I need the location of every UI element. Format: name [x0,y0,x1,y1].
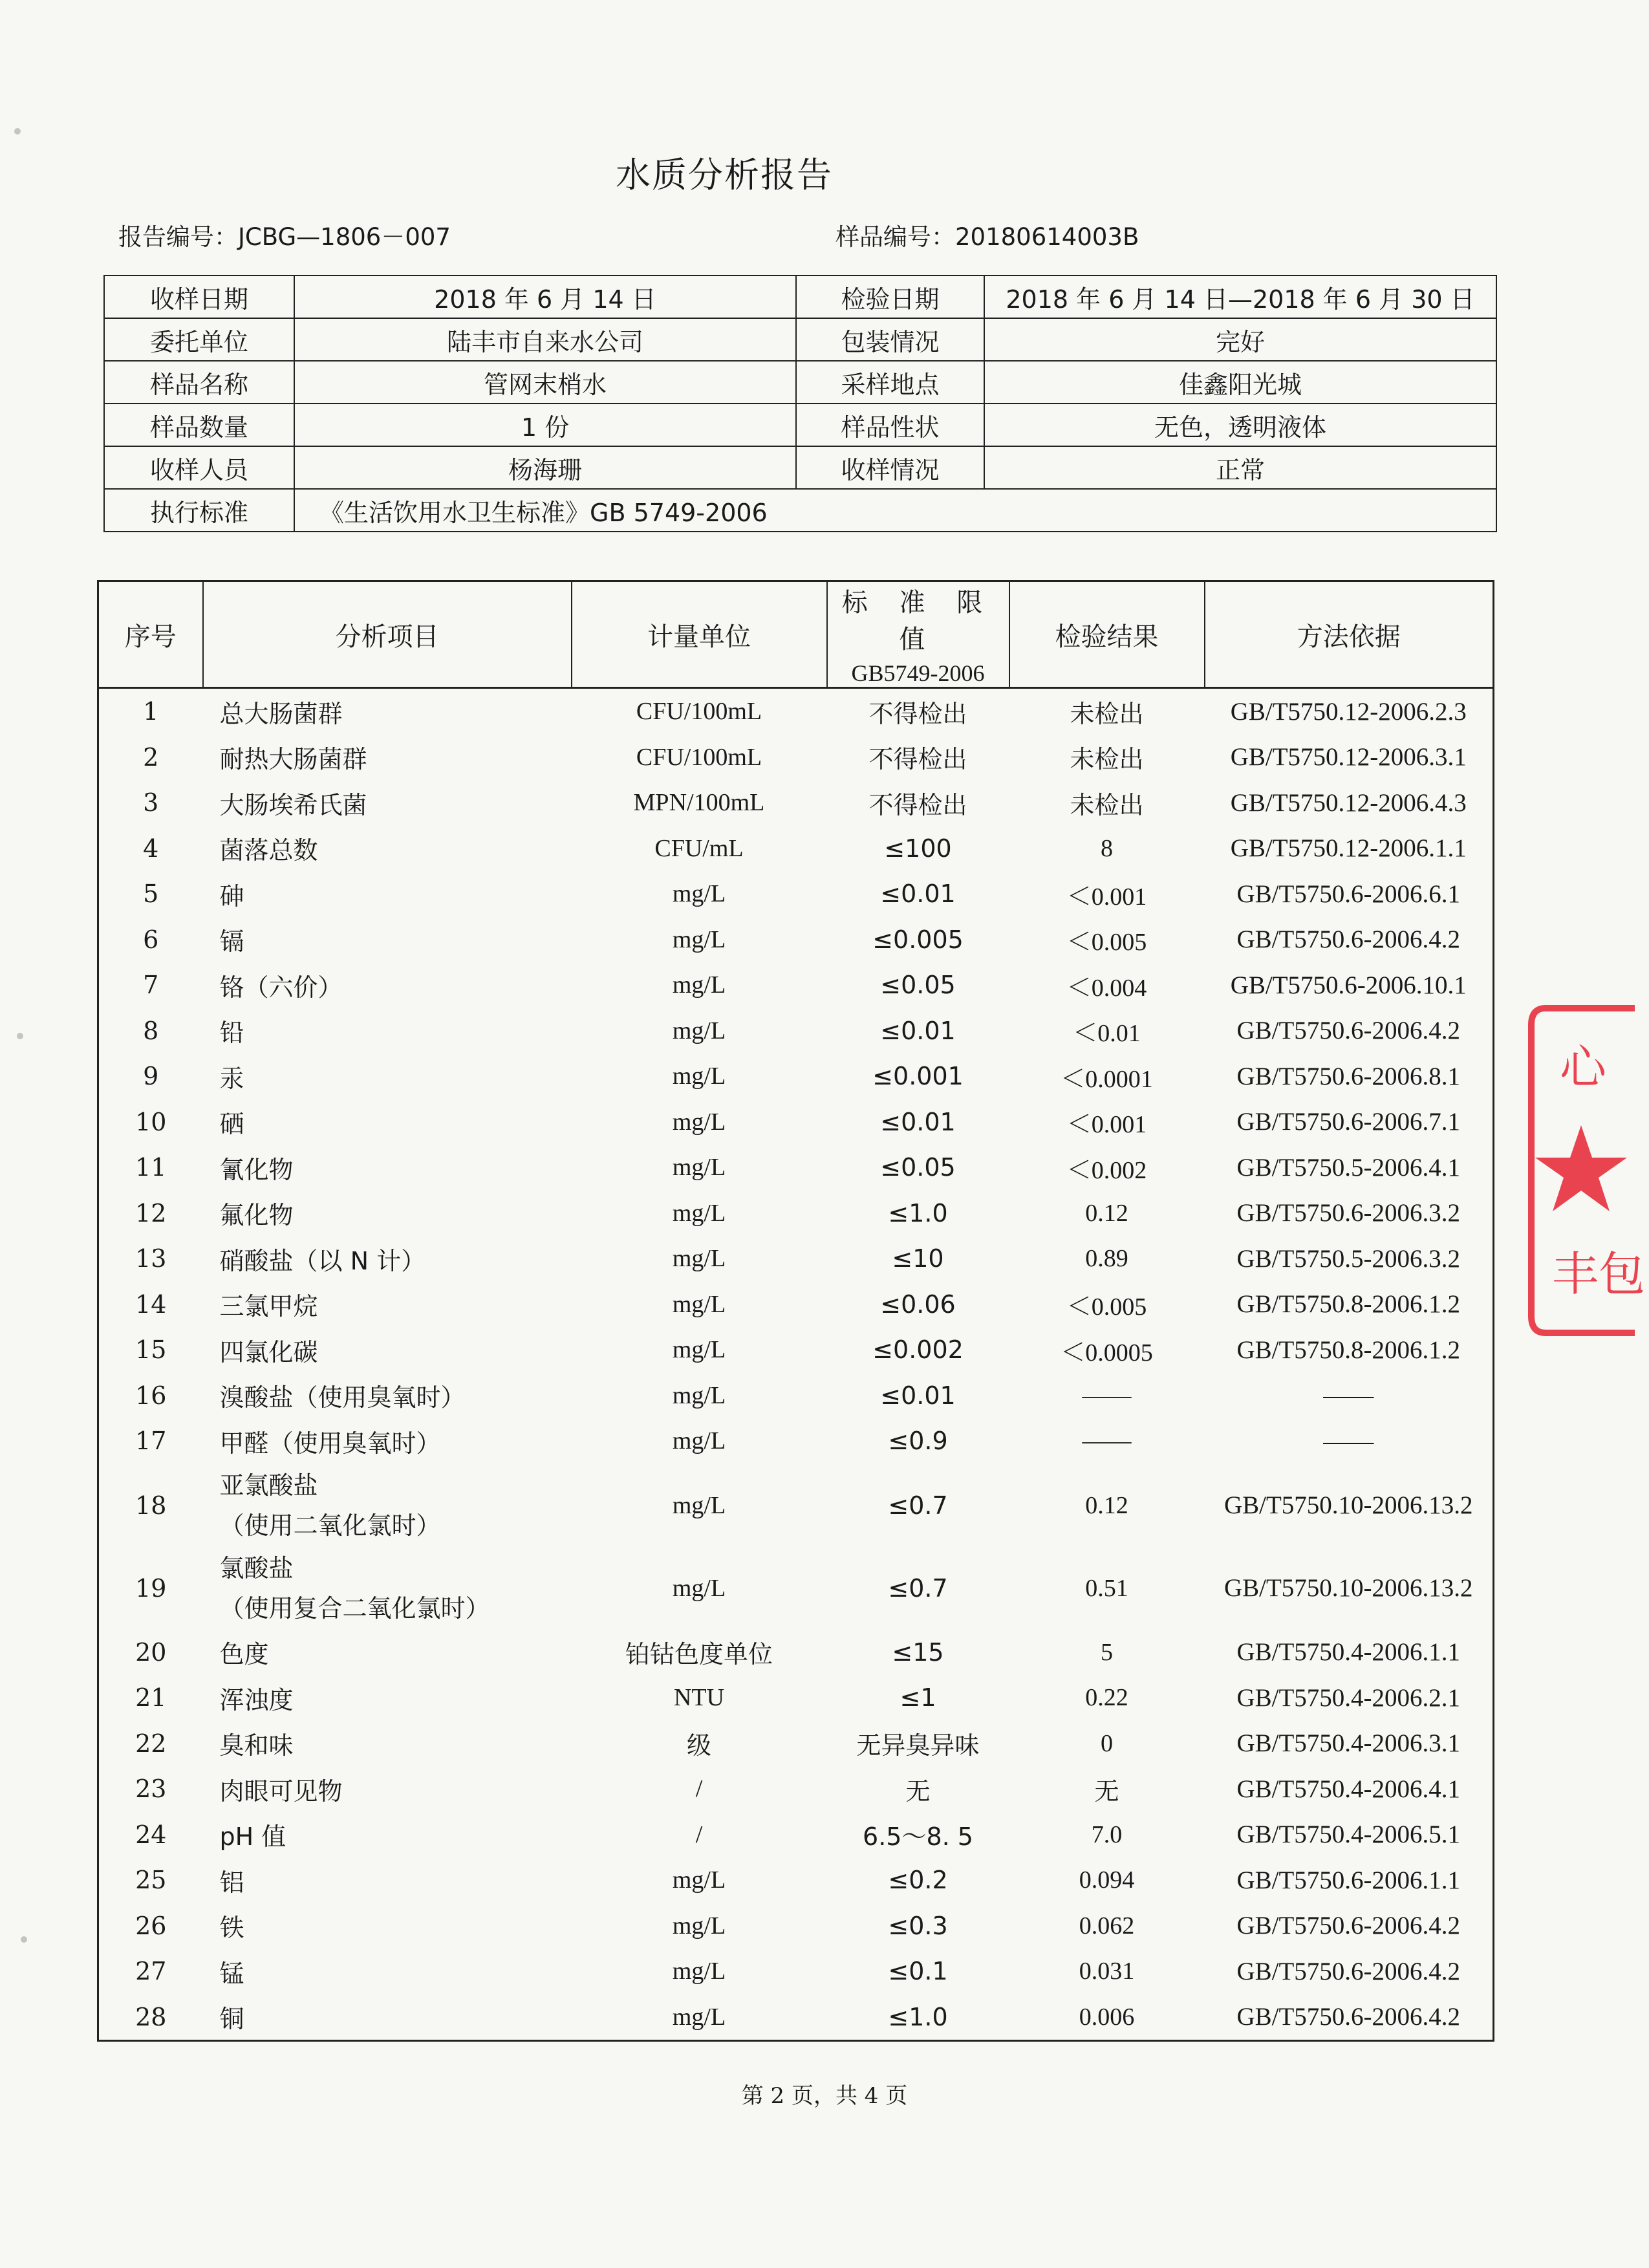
table-row [98,1812,1494,1858]
cell-result: 0.22 [1085,1684,1128,1712]
cell-method: GB/T5750.6-2006.1.1 [1236,1866,1461,1894]
cell-result: 无 [1094,1778,1119,1806]
cell-limit: 无异臭异味 [856,1731,980,1760]
cell-seq: 20 [135,1637,167,1667]
cell-method: GB/T5750.6-2006.7.1 [1236,1108,1461,1136]
cell-unit: 铂钴色度单位 [625,1641,773,1669]
header-method: 方法依据 [1205,581,1494,688]
cell-unit: mg/L [672,1245,726,1273]
cell-limit: ≤0.2 [888,1866,948,1895]
cell-item: 硝酸盐（以 N 计） [219,1246,426,1275]
cell-item-line: 亚氯酸盐 [219,1471,318,1500]
cell-limit: ≤0.002 [872,1335,964,1365]
cell-limit: ≤0.06 [880,1290,956,1319]
header-seq: 序号 [98,581,203,688]
cell-seq: 10 [135,1107,167,1136]
cell-result: 0.031 [1079,1958,1135,1985]
cell-method: GB/T5750.6-2006.4.2 [1236,925,1461,954]
cell-limit: 不得检出 [868,790,967,819]
table-row [98,1721,1494,1767]
cell-seq: 2 [143,742,159,772]
cell-result: ＜0.005 [1066,929,1147,956]
info-value: 佳鑫阳光城 [984,361,1496,404]
cell-seq: 8 [143,1016,159,1045]
report-number: 报告编号：JCBG—1806－007 [118,223,451,251]
cell-result: ＜0.0001 [1061,1065,1153,1093]
cell-unit: 级 [686,1733,711,1760]
seal-char-1: 心 [1560,1040,1607,1094]
info-value: 正常 [984,446,1496,489]
info-label: 样品性状 [796,404,984,446]
cell-unit: mg/L [672,1199,726,1227]
cell-item: 锰 [219,1959,244,1988]
cell-item: 氟化物 [219,1201,294,1230]
sample-number: 样品编号：20180614003B [835,223,1139,251]
header-limit [827,581,1009,688]
cell-seq: 4 [143,834,159,863]
document-title: 水质分析报告 [616,155,833,195]
table-row [98,1630,1494,1676]
table-row [98,917,1494,963]
cell-item: 三氯甲烷 [219,1292,318,1321]
cell-limit: ≤100 [884,834,952,863]
info-value: 杨海珊 [294,446,796,489]
cell-item [203,1464,572,1547]
cell-limit: 无 [905,1777,931,1806]
cell-unit: mg/L [672,1290,726,1318]
cell-item: 铝 [219,1868,244,1897]
cell-item: 砷 [219,881,244,911]
table-row [98,1994,1494,2041]
cell-seq: 3 [143,788,159,817]
cell-result: 0.062 [1079,1912,1135,1939]
table-row [98,1857,1494,1903]
cell-limit: ≤0.01 [880,1381,956,1410]
table-row [98,1766,1494,1812]
cell-result: 0 [1101,1729,1113,1757]
table-row [98,871,1494,917]
cell-item-line: 氯酸盐 [219,1553,294,1582]
cell-seq: 14 [135,1290,167,1319]
cell-method: GB/T5750.6-2006.4.2 [1236,1957,1461,1985]
table-row [98,1949,1494,1994]
cell-seq: 22 [135,1729,167,1758]
cell-unit: mg/L [672,1154,726,1182]
cell-method: GB/T5750.6-2006.3.2 [1236,1199,1461,1227]
cell-item: 铜 [219,2005,244,2034]
cell-seq: 23 [135,1775,167,1804]
cell-method: GB/T5750.6-2006.10.1 [1230,971,1467,999]
info-row [104,318,1496,361]
cell-limit: ≤0.01 [880,880,956,909]
cell-limit: 不得检出 [868,745,967,774]
cell-unit: CFU/mL [654,834,744,862]
info-value: 2018 年 6 月 14 日—2018 年 6 月 30 日 [984,275,1496,318]
cell-unit: CFU/100mL [636,743,762,771]
cell-method: —— [1323,1427,1374,1455]
cell-result: 8 [1101,834,1113,862]
cell-unit: mg/L [672,1336,726,1364]
cell-item: 耐热大肠菌群 [219,745,367,774]
table-row [98,1327,1494,1373]
cell-method: GB/T5750.10-2006.13.2 [1223,1574,1473,1602]
table-row [98,1464,1494,1547]
cell-method: GB/T5750.12-2006.3.1 [1230,743,1467,772]
cell-method: GB/T5750.6-2006.4.2 [1236,1912,1461,1940]
cell-limit: ≤0.05 [880,1153,956,1182]
cell-unit: mg/L [672,925,726,953]
cell-unit: NTU [673,1684,725,1712]
table-row [98,1903,1494,1949]
cell-method: GB/T5750.6-2006.8.1 [1236,1062,1461,1090]
cell-unit: mg/L [672,880,726,908]
cell-unit: / [695,1775,703,1803]
header-unit: 计量单位 [572,581,827,688]
cell-method: GB/T5750.8-2006.1.2 [1236,1290,1461,1319]
info-label: 采样地点 [796,361,984,404]
binding-hole [21,1936,27,1943]
cell-result: 0.006 [1079,2003,1135,2031]
table-row [98,826,1494,872]
cell-method: GB/T5750.4-2006.1.1 [1236,1638,1461,1667]
cell-method: GB/T5750.10-2006.13.2 [1223,1491,1473,1519]
table-row [98,1145,1494,1191]
cell-result: —— [1082,1427,1132,1455]
cell-item: 溴酸盐（使用臭氧时） [219,1383,466,1412]
cell-seq: 16 [135,1381,167,1410]
table-row [98,1547,1494,1630]
cell-limit: ≤0.7 [888,1491,948,1520]
cell-seq: 5 [143,880,159,909]
cell-seq: 6 [143,925,159,954]
cell-result: ＜0.004 [1066,974,1147,1002]
info-label: 收样人员 [104,446,294,489]
cell-item: 大肠埃希氏菌 [219,790,367,819]
cell-limit: 不得检出 [868,699,967,728]
cell-result: 0.12 [1085,1199,1128,1227]
cell-unit: mg/L [672,1912,726,1939]
cell-limit: ≤0.05 [880,971,956,1000]
cell-item: 镉 [219,927,244,956]
cell-unit: CFU/100mL [636,698,762,726]
cell-limit: ≤10 [892,1244,944,1273]
cell-limit: ≤0.01 [880,1016,956,1045]
cell-unit: MPN/100mL [633,789,765,817]
cell-item: 铬（六价） [219,973,343,1002]
analysis-results-table [97,580,1494,2042]
table-row [98,1282,1494,1328]
info-row [104,446,1496,489]
cell-item: 总大肠菌群 [219,699,343,728]
cell-result: 0.094 [1079,1866,1135,1894]
cell-result: ＜0.001 [1066,883,1147,911]
cell-seq: 21 [135,1683,167,1712]
info-standard-value: 《生活饮用水卫生标准》GB 5749-2006 [294,489,1496,532]
info-label: 样品名称 [104,361,294,404]
cell-unit: mg/L [672,1574,726,1602]
cell-result: ＜0.0005 [1061,1339,1153,1366]
cell-unit: / [695,1820,703,1848]
cell-method: GB/T5750.6-2006.4.2 [1236,2003,1461,2031]
cell-result: ＜0.01 [1073,1020,1141,1048]
sample-info-table [103,275,1497,532]
table-row [98,735,1494,781]
cell-item: 甲醛（使用臭氧时） [219,1429,441,1458]
header-item: 分析项目 [203,581,572,688]
info-label: 样品数量 [104,404,294,446]
cell-method: GB/T5750.4-2006.3.1 [1236,1729,1461,1758]
info-row [104,275,1496,318]
cell-result: 未检出 [1070,746,1144,774]
cell-seq: 24 [135,1820,167,1849]
cell-seq: 1 [143,697,159,726]
cell-method: GB/T5750.4-2006.2.1 [1236,1683,1461,1712]
cell-limit: ≤0.01 [880,1107,956,1136]
table-row [98,962,1494,1008]
table-row [98,1053,1494,1099]
cell-seq: 9 [143,1062,159,1091]
header-limit-code: GB5749-2006 [851,660,985,686]
cell-method: GB/T5750.5-2006.3.2 [1236,1244,1461,1273]
cell-seq: 12 [135,1198,167,1227]
cell-item: 色度 [219,1640,269,1669]
seal-star-icon [1535,1125,1627,1211]
info-row [104,404,1496,446]
cell-unit: mg/L [672,1381,726,1409]
header-result: 检验结果 [1009,581,1205,688]
cell-item: 硒 [219,1110,244,1139]
cell-limit: ≤0.3 [888,1911,948,1940]
info-row [104,361,1496,404]
cell-result: 0.89 [1085,1245,1128,1273]
info-row-standard [104,489,1496,532]
cell-limit: ≤1 [900,1683,936,1712]
info-label: 收样情况 [796,446,984,489]
cell-unit: mg/L [672,1866,726,1894]
info-value: 1 份 [294,404,796,446]
info-label: 执行标准 [104,489,294,532]
cell-limit: ≤0.005 [872,925,964,954]
cell-item [203,1547,572,1630]
cell-limit: ≤15 [892,1637,944,1667]
cell-limit: ≤0.001 [872,1062,964,1091]
cell-unit: mg/L [672,1958,726,1985]
info-value: 陆丰市自来水公司 [294,318,796,361]
cell-item: 铅 [219,1019,244,1048]
cell-seq: 11 [135,1153,167,1182]
cell-method: GB/T5750.5-2006.4.1 [1236,1153,1461,1182]
cell-item: pH 值 [219,1822,286,1852]
cell-seq: 19 [135,1573,167,1603]
info-value: 完好 [984,318,1496,361]
table-row [98,1191,1494,1237]
table-row [98,1099,1494,1145]
info-value: 2018 年 6 月 14 日 [294,275,796,318]
cell-method: —— [1323,1381,1374,1410]
cell-unit: mg/L [672,2003,726,2031]
cell-limit: 6.5～8. 5 [863,1822,973,1852]
cell-unit: mg/L [672,1427,726,1455]
cell-method: GB/T5750.6-2006.4.2 [1236,1017,1461,1045]
cell-result: 7.0 [1091,1820,1123,1848]
cell-limit: ≤0.1 [888,1957,948,1986]
cell-method: GB/T5750.12-2006.2.3 [1230,697,1467,726]
red-seal-stamp [1520,999,1646,1342]
page-number: 第 2 页，共 4 页 [741,2083,908,2109]
cell-item: 汞 [219,1064,244,1093]
cell-unit: mg/L [672,971,726,999]
info-label: 委托单位 [104,318,294,361]
cell-result: —— [1082,1381,1132,1409]
cell-method: GB/T5750.8-2006.1.2 [1236,1335,1461,1364]
cell-seq: 18 [135,1491,167,1520]
cell-seq: 17 [135,1427,167,1456]
cell-limit: ≤0.9 [888,1427,948,1456]
table-row [98,1236,1494,1282]
cell-seq: 13 [135,1244,167,1273]
cell-item: 氰化物 [219,1155,294,1184]
cell-item: 四氯化碳 [219,1337,318,1366]
cell-limit: ≤1.0 [888,1198,948,1227]
binding-hole [14,128,21,135]
cell-result: 未检出 [1070,700,1144,728]
info-value: 管网末梢水 [294,361,796,404]
cell-seq: 25 [135,1866,167,1895]
table-row [98,1373,1494,1419]
cell-limit: ≤1.0 [888,2002,948,2031]
cell-unit: mg/L [672,1063,726,1090]
cell-seq: 28 [135,2002,167,2031]
cell-result: 0.51 [1085,1574,1128,1602]
cell-item: 铁 [219,1914,244,1943]
cell-limit: ≤0.7 [888,1573,948,1603]
cell-result: 未检出 [1070,792,1144,819]
table-row [98,1008,1494,1054]
table-row [98,688,1494,735]
cell-item: 肉眼可见物 [219,1777,343,1806]
cell-unit: mg/L [672,1108,726,1136]
cell-unit: mg/L [672,1491,726,1519]
table-row [98,1675,1494,1721]
binding-hole [17,1033,23,1039]
cell-item: 菌落总数 [219,836,318,865]
info-label: 包装情况 [796,318,984,361]
results-header-row [98,581,1494,688]
table-row [98,1418,1494,1464]
seal-char-2: 丰 [1552,1247,1599,1301]
cell-item: 臭和味 [219,1731,294,1760]
cell-result: ＜0.005 [1066,1293,1147,1321]
cell-method: GB/T5750.6-2006.6.1 [1236,880,1461,908]
cell-seq: 7 [143,971,159,1000]
table-row [98,780,1494,826]
info-label: 检验日期 [796,275,984,318]
cell-unit: mg/L [672,1017,726,1044]
info-value: 无色，透明液体 [984,404,1496,446]
cell-result: 5 [1101,1638,1113,1666]
cell-result: 0.12 [1085,1491,1128,1519]
cell-method: GB/T5750.12-2006.1.1 [1230,834,1467,863]
cell-method: GB/T5750.4-2006.4.1 [1236,1775,1461,1803]
cell-seq: 27 [135,1957,167,1986]
cell-method: GB/T5750.4-2006.5.1 [1236,1820,1461,1849]
cell-seq: 26 [135,1911,167,1940]
header-limit-label: 标 准 限 值 [841,588,995,654]
cell-item-note: （使用二氧化氯时） [219,1511,441,1540]
cell-result: ＜0.002 [1066,1156,1147,1184]
seal-char-3: 包 [1599,1247,1646,1301]
cell-seq: 15 [135,1335,167,1365]
cell-result: ＜0.001 [1066,1111,1147,1139]
cell-item: 浑浊度 [219,1685,294,1714]
cell-method: GB/T5750.12-2006.4.3 [1230,788,1467,817]
cell-item-note: （使用复合二氧化氯时） [219,1593,490,1623]
info-label: 收样日期 [104,275,294,318]
